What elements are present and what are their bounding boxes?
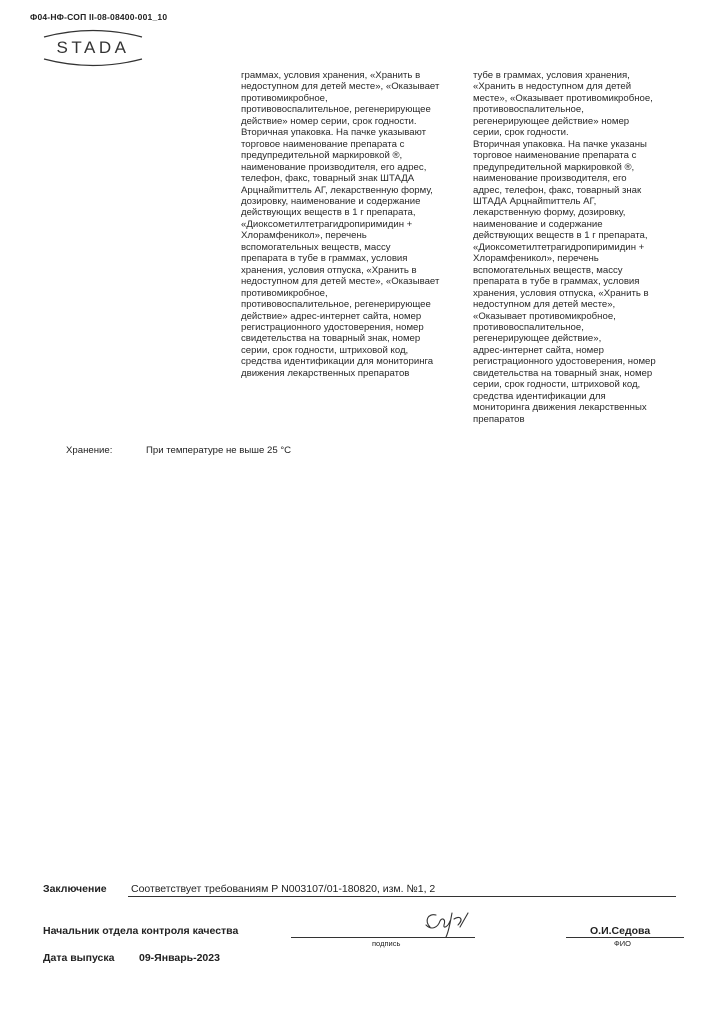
storage-label: Хранение: [66,445,113,456]
conclusion-value: Соответствует требованиям Р N003107/01-180820, изм. №1, 2 [131,883,436,895]
stada-logo [38,26,148,68]
release-date-label: Дата выпуска [43,952,115,964]
signature-caption: подпись [372,939,401,948]
signer-name: О.И.Седова [590,925,651,937]
logo-text: STADA [56,38,130,57]
document-code: Ф04-НФ-СОП II-08-08400-001_10 [30,12,168,22]
release-date-value: 09-Январь-2023 [139,952,220,964]
name-line [566,937,684,938]
packaging-text-left: граммах, условия хранения, «Хранить в недоступном для детей месте», «Оказывает противомикробное, противовоспалительное, регенерирующее действие» номер серии, срок годности. Вторичная упаковка. На пачке указывают торговое наименование препарата с предупредительной маркировкой ®, наименование производителя, его адрес, телефон, факс, товарный знак ШТАДА Арцнайmиттель АГ, лекарственную форму, дозировку, наименование и содержание действующих веществ в 1 г препарата, «Диоксометилтетрагидропиримидин + Хлорамфеникол», перечень вспомогательных веществ, массу препарата в тубе в граммах, условия хранения, условия отпуска, «Хранить в недоступном для детей месте», «Оказывает противомикробное, противовоспалительное, регенерирующее действие» адрес-интернет сайта, номер регистрационного удостоверения, номер свидетельства на товарный знак, номер серии, срок годности, штриховой код, средства идентификации для мониторинга движения лекарственных препаратов [241,70,440,379]
handwritten-signature-icon [416,905,476,941]
signature-line [291,937,475,938]
name-caption: ФИО [614,939,631,948]
head-of-qc-label: Начальник отдела контроля качества [43,925,239,937]
conclusion-underline [128,896,676,897]
conclusion-label: Заключение [43,883,107,895]
packaging-text-right: тубе в граммах, условия хранения, «Хранить в недоступном для детей месте», «Оказывает противомикробное, противовоспалительное, регенерирующее действие» номер серии, срок годности. Вторичная упаковка. На пачке указаны торговое наименование препарата с предупредительной маркировкой ®, наименование производителя, его адрес, телефон, факс, товарный знак ШТАДА Арцнайmиттель АГ, лекарственную форму, дозировку, наименование и содержание действующих веществ в 1 г препарата, «Диоксометилтетрагидропиримидин + Хлорамфеникол», перечень вспомогательных веществ, массу препарата в тубе в граммах, условия хранения, условия отпуска, «Хранить в недоступном для детей месте», «Оказывает противомикробное, противовоспалительное, регенерирующее действие», адрес-интернет сайта, номер регистрационного удостоверения, номер свидетельства на товарный знак, номер серии, срок годности, штриховой код, средства идентификации для мониторинга движения лекарственных препаратов [473,70,656,425]
storage-value: При температуре не выше 25 °С [146,445,292,456]
